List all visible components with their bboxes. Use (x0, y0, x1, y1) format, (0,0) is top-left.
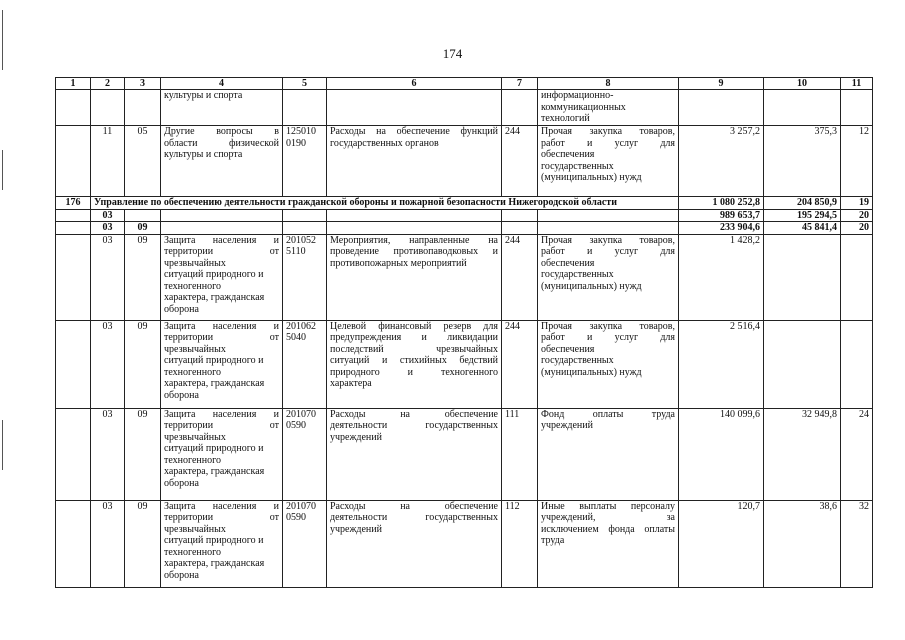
header-cell: 10 (764, 78, 841, 90)
subsection-code: 09 (125, 320, 161, 408)
amount-cell (764, 320, 841, 408)
amount-cell: 1 428,2 (679, 234, 764, 320)
header-cell: 3 (125, 78, 161, 90)
amount-cell: 38,6 (764, 500, 841, 587)
subsection-code: 09 (125, 234, 161, 320)
expense-type-cell: Прочая закупка товаров, работ и услуг для обеспечения государственных (муниципальных) нужд (538, 126, 679, 197)
ref-number-cell: 20 (841, 209, 873, 222)
purpose-cell: Расходы на обеспечение деятельности государственных учреждений (327, 408, 502, 500)
ref-number-cell: 19 (841, 197, 873, 210)
section-cell: Защита населения и территории от чрезвычайных ситуаций природного и техногенного характера, гражданская оборона (161, 320, 283, 408)
section-code: 03 (91, 222, 125, 235)
header-cell: 1 (56, 78, 91, 90)
section-code: 03 (91, 408, 125, 500)
section-cell: Защита населения и территории от чрезвычайных ситуаций природного и техногенного характера, гражданская оборона (161, 234, 283, 320)
budget-table (55, 77, 873, 588)
amount-cell: 375,3 (764, 126, 841, 197)
amount-cell: 1 080 252,8 (679, 197, 764, 210)
table-row (56, 126, 873, 197)
table-row (56, 500, 873, 587)
expense-code: 244 (502, 234, 538, 320)
target-article-cell: 125010 0190 (283, 126, 327, 197)
amount-cell: 3 257,2 (679, 126, 764, 197)
section-total-row (56, 209, 873, 222)
table-row (56, 90, 873, 126)
ref-number-cell: 32 (841, 500, 873, 587)
subsection-total-row (56, 222, 873, 235)
amount-cell (764, 234, 841, 320)
expense-type-cell: Прочая закупка товаров, работ и услуг для обеспечения государственных (муниципальных) нужд (538, 234, 679, 320)
target-article-cell: 201062 5040 (283, 320, 327, 408)
expense-type-cell: Фонд оплаты труда учреждений (538, 408, 679, 500)
scan-edge-mark (2, 150, 3, 190)
table-row (56, 320, 873, 408)
purpose-cell: Расходы на обеспечение функций государственных органов (327, 126, 502, 197)
purpose-cell: Целевой финансовый резерв для предупреждения и ликвидации последствий чрезвычайных ситуаций и стихийных бедствий природного и техногенного характера (327, 320, 502, 408)
target-article-cell: 201052 5110 (283, 234, 327, 320)
amount-cell: 195 294,5 (764, 209, 841, 222)
ref-number-cell: 20 (841, 222, 873, 235)
purpose-cell: Расходы на обеспечение деятельности государственных учреждений (327, 500, 502, 587)
ref-number-cell (841, 234, 873, 320)
section-cell: Другие вопросы в области физической культуры и спорта (161, 126, 283, 197)
amount-cell: 32 949,8 (764, 408, 841, 500)
ref-number-cell (841, 320, 873, 408)
header-cell: 6 (327, 78, 502, 90)
amount-cell: 45 841,4 (764, 222, 841, 235)
section-cell: Защита населения и территории от чрезвычайных ситуаций природного и техногенного характера, гражданская оборона (161, 408, 283, 500)
expense-type-cell: Прочая закупка товаров, работ и услуг для обеспечения государственных (муниципальных) нужд (538, 320, 679, 408)
target-article-cell: 201070 0590 (283, 408, 327, 500)
header-cell: 7 (502, 78, 538, 90)
expense-code: 111 (502, 408, 538, 500)
table-row (56, 408, 873, 500)
header-cell: 8 (538, 78, 679, 90)
amount-cell: 120,7 (679, 500, 764, 587)
amount-cell: 140 099,6 (679, 408, 764, 500)
subsection-code: 05 (125, 126, 161, 197)
expense-code: 112 (502, 500, 538, 587)
row-number: 176 (56, 197, 91, 210)
expense-type-cell: информационно- коммуникационных технологий (538, 90, 679, 126)
subsection-code: 09 (125, 500, 161, 587)
amount-cell: 989 653,7 (679, 209, 764, 222)
expense-code: 244 (502, 320, 538, 408)
expense-type-cell: Иные выплаты персоналу учреждений, за исключением фонда оплаты труда (538, 500, 679, 587)
section-cell: культуры и спорта (161, 90, 283, 126)
section-code: 11 (91, 126, 125, 197)
table-header-row (56, 78, 873, 90)
scan-edge-mark (2, 420, 3, 470)
ref-number-cell: 12 (841, 126, 873, 197)
purpose-cell: Мероприятия, направленные на проведение противопаводковых и противопожарных мероприятий (327, 234, 502, 320)
target-article-cell: 201070 0590 (283, 500, 327, 587)
section-code: 03 (91, 234, 125, 320)
table-row (56, 234, 873, 320)
scan-edge-mark (2, 10, 3, 70)
subsection-code: 09 (125, 408, 161, 500)
ref-number-cell: 24 (841, 408, 873, 500)
amount-cell: 233 904,6 (679, 222, 764, 235)
section-code: 03 (91, 500, 125, 587)
expense-code: 244 (502, 126, 538, 197)
header-cell: 5 (283, 78, 327, 90)
header-cell: 2 (91, 78, 125, 90)
section-cell: Защита населения и территории от чрезвычайных ситуаций природного и техногенного характера, гражданская оборона (161, 500, 283, 587)
subsection-code: 09 (125, 222, 161, 235)
amount-cell: 2 516,4 (679, 320, 764, 408)
header-cell: 4 (161, 78, 283, 90)
amount-cell: 204 850,9 (764, 197, 841, 210)
section-code: 03 (91, 209, 125, 222)
agency-row (56, 197, 873, 210)
section-code: 03 (91, 320, 125, 408)
header-cell: 11 (841, 78, 873, 90)
agency-title: Управление по обеспечению деятельности гражданской обороны и пожарной безопасности Нижегородской области (91, 197, 679, 210)
header-cell: 9 (679, 78, 764, 90)
page-number: 174 (442, 46, 463, 61)
